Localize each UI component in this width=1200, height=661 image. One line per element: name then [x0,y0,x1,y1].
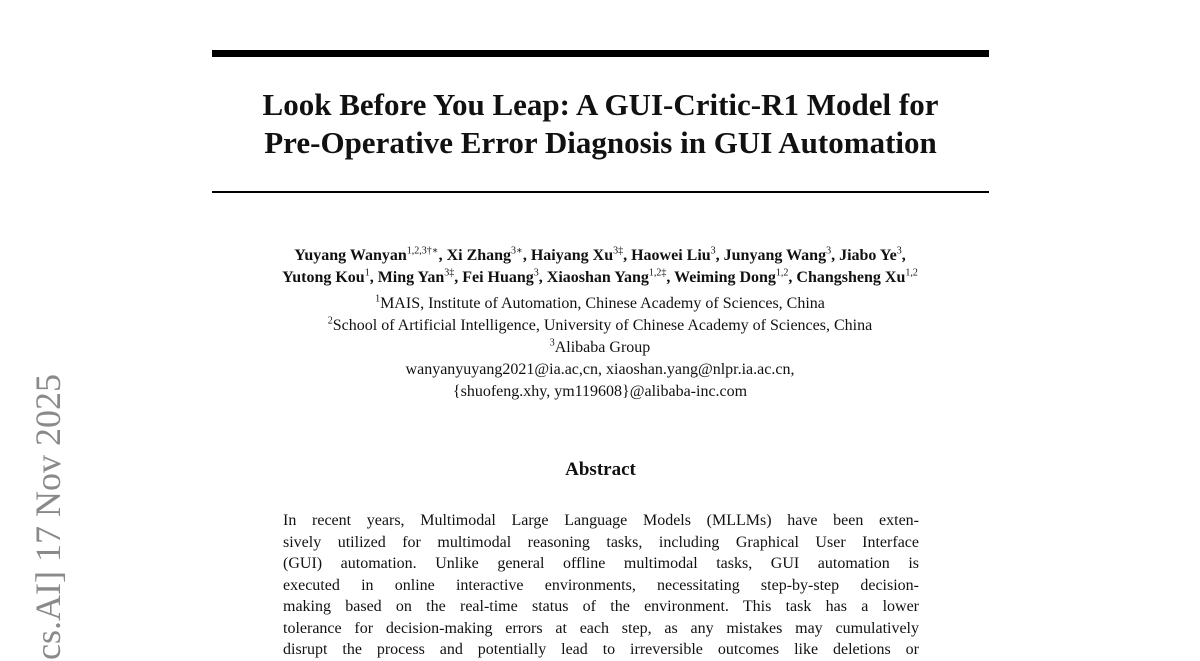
abstract-line: In recent years, Multimodal Large Language Models (MLLMs) have been exten- [283,512,919,529]
author-name: Xi Zhang [446,247,512,264]
authors-line-2 [150,267,1050,289]
abstract-line: disrupt the process and potentially lead to irreversible outcomes like deletions or [283,641,919,658]
author-affiliation-marker: 1,2 [775,267,789,279]
author-separator: , [715,247,724,264]
author-name: Jiabo Ye [839,247,897,264]
affiliation-3 [150,337,1050,359]
arxiv-side-stamp: cs.AI] 17 Nov 2025 [28,374,68,660]
abstract-heading: Abstract [565,459,636,480]
affiliation-text: Alibaba Group [554,339,651,356]
author-name: Changsheng Xu [796,269,906,286]
title-line-2: Pre-Operative Error Diagnosis in GUI Automation [264,125,937,160]
author-name: Junyang Wang [723,247,827,264]
affiliation-marker: 1 [375,293,381,305]
affiliation-marker: 2 [327,315,333,327]
author-separator: , [369,269,378,286]
author-separator: , [438,247,447,264]
author-separator: , [788,269,797,286]
author-affiliation-marker: 3 [533,267,539,279]
authors-line-1 [150,245,1050,267]
author-name: Fei Huang [462,269,534,286]
affiliation-text: MAIS, Institute of Automation, Chinese Academy of Sciences, China [380,295,825,312]
author-affiliation-marker: 3 [896,245,902,257]
author-name: Haowei Liu [631,247,711,264]
author-affiliation-marker: 1 [364,267,370,279]
author-separator: , [522,247,531,264]
author-affiliation-marker: 3 [826,245,832,257]
author-name: Ming Yan [377,269,445,286]
author-name: Yutong Kou [282,269,365,286]
title-top-rule [212,50,989,57]
author-separator: , [454,269,463,286]
author-affiliation-marker: 1,2‡ [648,267,667,279]
affiliation-marker: 3 [549,337,555,349]
author-name: Xiaoshan Yang [546,269,649,286]
affiliation-2 [150,315,1050,337]
author-name: Weiming Dong [674,269,776,286]
author-separator: , [666,269,675,286]
author-affiliation-marker: 3‡ [444,267,455,279]
affiliation-1 [150,293,1050,315]
abstract-line: sively utilized for multimodal reasoning tasks, including Graphical User Interface [283,533,919,551]
author-affiliation-marker: 1,2 [905,267,918,279]
abstract-line: making based on the real-time status of the environment. This task has a lower [283,598,919,615]
abstract-line: tolerance for decision-making errors at each step, as any mistakes may cumulatively [283,619,919,637]
author-separator: , [623,247,632,264]
author-affiliation-marker: 1,2,3†∗ [406,245,439,257]
abstract-body [283,510,919,661]
email-line-2[interactable]: {shuofeng.xhy, ym119608}@alibaba-inc.com [452,383,748,400]
author-separator: , [831,247,840,264]
title-line-1: Look Before You Leap: A GUI-Critic-R1 Model for [262,87,939,122]
author-name: Haiyang Xu [530,247,614,264]
affiliation-text: School of Artificial Intelligence, University of Chinese Academy of Sciences, China [332,317,873,334]
author-affiliation-marker: 3 [710,245,716,257]
title-bottom-rule [212,191,989,193]
abstract-line: (GUI) automation. Unlike general offline multimodal tasks, GUI automation is [283,555,919,572]
abstract-line: executed in online interactive environments, necessitating step-by-step decision- [283,576,919,594]
author-name: Yuyang Wanyan [294,247,407,264]
paper-title [212,86,989,162]
affiliations [150,293,1050,403]
author-affiliation-marker: 3∗ [511,245,523,257]
author-separator: , [538,269,547,286]
email-line-1[interactable]: wanyanyuyang2021@ia.ac,cn, xiaoshan.yang@nlpr.ia.ac.cn, [405,361,795,378]
author-affiliation-marker: 3‡ [613,245,624,257]
author-list [150,245,1050,289]
author-separator: , [901,247,906,264]
